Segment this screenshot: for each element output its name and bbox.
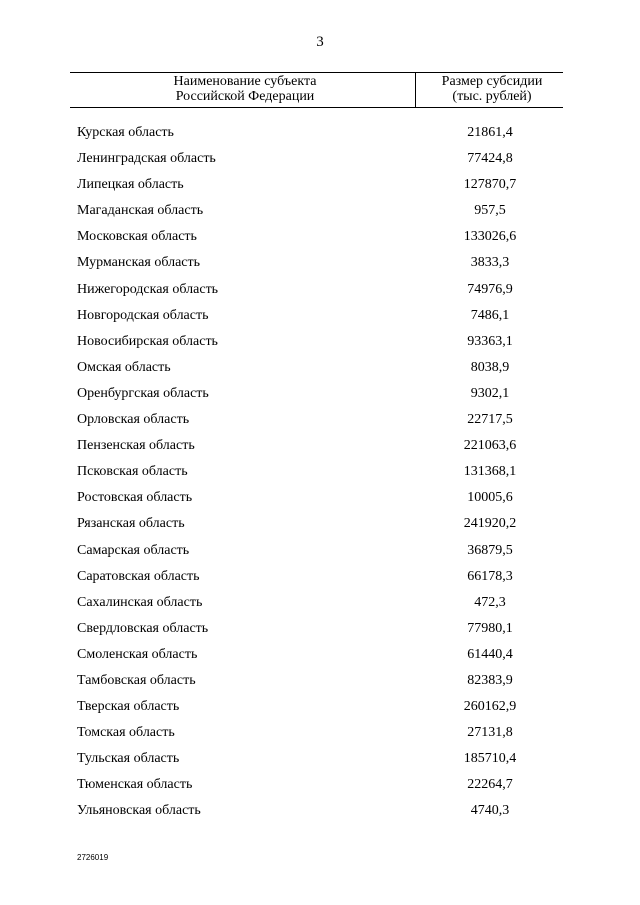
subsidy-amount: 3833,3 xyxy=(470,255,510,271)
subsidy-amount: 8038,9 xyxy=(470,359,510,375)
table-row xyxy=(0,538,640,564)
region-name: Липецкая область xyxy=(77,177,184,193)
table-row xyxy=(0,590,640,616)
subsidy-amount: 22264,7 xyxy=(467,777,513,793)
subsidy-amount: 957,5 xyxy=(474,203,506,219)
table-row xyxy=(0,303,640,329)
region-name: Свердловская область xyxy=(77,620,209,636)
header-region-line1: Наименование субъекта xyxy=(173,74,317,89)
table-row xyxy=(0,329,640,355)
region-name: Рязанская область xyxy=(77,516,185,532)
table-row xyxy=(0,120,640,146)
table-row xyxy=(0,224,640,250)
region-name: Орловская область xyxy=(77,412,190,428)
header-region-line2: Российской Федерации xyxy=(175,89,315,104)
region-name: Мурманская область xyxy=(77,255,201,271)
region-name: Московская область xyxy=(77,229,197,245)
region-name: Псковская область xyxy=(77,464,188,480)
table-row xyxy=(0,172,640,198)
region-name: Омская область xyxy=(77,359,171,375)
table-row xyxy=(0,433,640,459)
table-row xyxy=(0,198,640,224)
page-number: 3 xyxy=(316,34,324,50)
header-amount-line2: (тыс. рублей) xyxy=(452,89,532,104)
region-name: Тульская область xyxy=(77,751,180,767)
region-name: Оренбургская область xyxy=(77,385,209,401)
table-header-bottom-rule xyxy=(70,107,563,108)
table-row xyxy=(0,511,640,537)
table-row xyxy=(0,250,640,276)
subsidy-amount: 472,3 xyxy=(474,594,506,610)
subsidy-amount: 185710,4 xyxy=(463,751,517,767)
subsidy-amount: 77980,1 xyxy=(467,620,513,636)
table-row xyxy=(0,407,640,433)
subsidy-amount: 221063,6 xyxy=(463,438,517,454)
subsidy-amount: 66178,3 xyxy=(467,568,513,584)
region-name: Смоленская область xyxy=(77,646,198,662)
subsidy-amount: 74976,9 xyxy=(467,281,513,297)
table-row xyxy=(0,798,640,824)
region-name: Тверская область xyxy=(77,699,180,715)
table-row xyxy=(0,616,640,642)
subsidy-table-body xyxy=(0,120,640,825)
subsidy-amount: 93363,1 xyxy=(467,333,513,349)
table-row xyxy=(0,746,640,772)
region-name: Новосибирская область xyxy=(77,333,218,349)
subsidy-amount: 27131,8 xyxy=(467,725,513,741)
subsidy-amount: 260162,9 xyxy=(463,699,517,715)
table-row xyxy=(0,668,640,694)
subsidy-amount: 77424,8 xyxy=(467,151,513,167)
subsidy-amount: 9302,1 xyxy=(470,385,510,401)
table-row xyxy=(0,459,640,485)
subsidy-amount: 36879,5 xyxy=(467,542,513,558)
subsidy-amount: 82383,9 xyxy=(467,672,513,688)
table-row xyxy=(0,485,640,511)
region-name: Нижегородская область xyxy=(77,281,219,297)
header-region-column xyxy=(150,74,340,104)
region-name: Самарская область xyxy=(77,542,190,558)
subsidy-amount: 10005,6 xyxy=(467,490,513,506)
region-name: Ростовская область xyxy=(77,490,193,506)
table-row xyxy=(0,720,640,746)
table-header-divider xyxy=(415,72,416,107)
region-name: Тамбовская область xyxy=(77,672,196,688)
table-row xyxy=(0,355,640,381)
subsidy-amount: 127870,7 xyxy=(463,177,517,193)
table-row xyxy=(0,642,640,668)
subsidy-amount: 61440,4 xyxy=(467,646,513,662)
header-amount-line1: Размер субсидии xyxy=(441,74,543,89)
document-code: 2726019 xyxy=(77,853,109,862)
subsidy-amount: 241920,2 xyxy=(463,516,517,532)
region-name: Пензенская область xyxy=(77,438,195,454)
region-name: Ульяновская область xyxy=(77,803,201,819)
subsidy-amount: 7486,1 xyxy=(470,307,510,323)
region-name: Новгородская область xyxy=(77,307,209,323)
table-row xyxy=(0,772,640,798)
region-name: Сахалинская область xyxy=(77,594,203,610)
subsidy-amount: 133026,6 xyxy=(463,229,517,245)
subsidy-amount: 4740,3 xyxy=(470,803,510,819)
region-name: Тюменская область xyxy=(77,777,193,793)
subsidy-amount: 21861,4 xyxy=(467,125,513,140)
subsidy-amount: 22717,5 xyxy=(467,412,513,428)
region-name: Курская область xyxy=(77,125,174,140)
subsidy-amount: 131368,1 xyxy=(463,464,517,480)
table-row xyxy=(0,277,640,303)
table-row xyxy=(0,694,640,720)
region-name: Магаданская область xyxy=(77,203,204,219)
table-row xyxy=(0,381,640,407)
region-name: Саратовская область xyxy=(77,568,200,584)
table-header-top-rule xyxy=(70,72,563,73)
region-name: Томская область xyxy=(77,725,175,741)
header-amount-column xyxy=(418,74,566,104)
table-row xyxy=(0,564,640,590)
table-row xyxy=(0,146,640,172)
region-name: Ленинградская область xyxy=(77,151,216,167)
